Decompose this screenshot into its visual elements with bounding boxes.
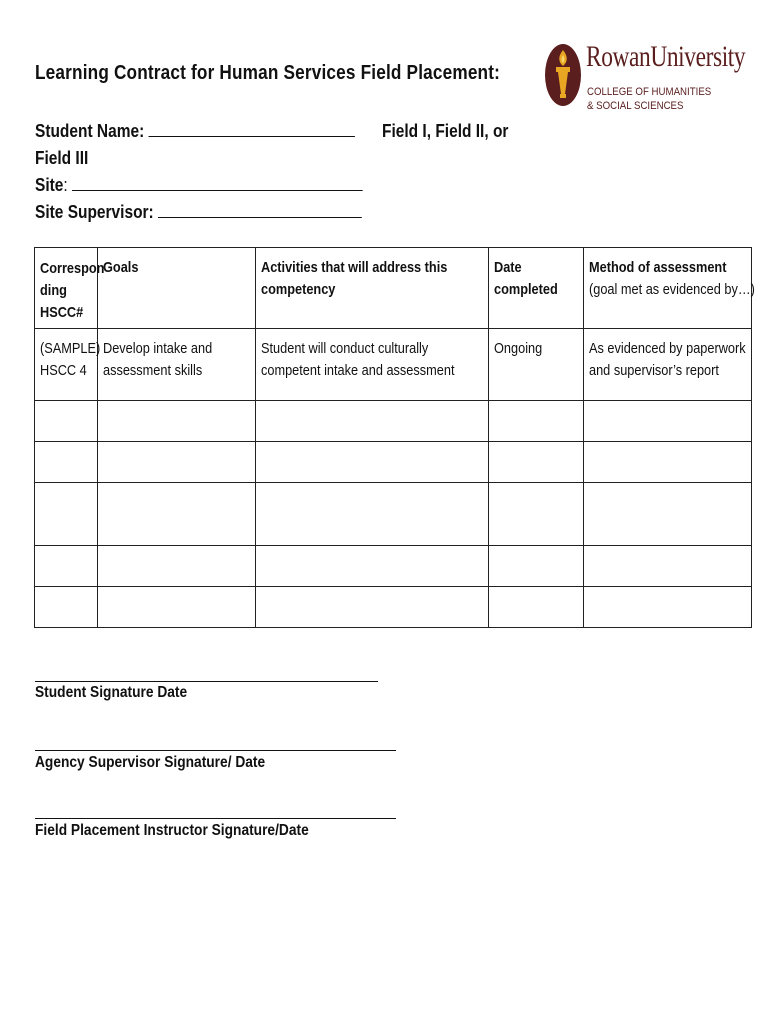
table-cell[interactable]	[256, 587, 489, 628]
sample-goals-line-1: Develop intake and	[103, 340, 213, 357]
header-activities-line-1: Activities that will address this	[261, 259, 448, 276]
sample-activities-line-1: Student will conduct culturally	[261, 340, 429, 357]
table-cell[interactable]	[584, 546, 752, 587]
college-name	[587, 85, 711, 113]
table-cell[interactable]	[256, 442, 489, 483]
table-cell[interactable]	[35, 587, 98, 628]
college-line-1: COLLEGE OF HUMANITIES	[587, 86, 712, 98]
table-cell[interactable]	[35, 401, 98, 442]
table-cell[interactable]	[256, 546, 489, 587]
student-name-label: Student Name:	[35, 121, 145, 141]
table-cell[interactable]	[98, 483, 256, 546]
table-cell[interactable]	[584, 442, 752, 483]
header-hscc-line-1: Correspon	[40, 260, 105, 277]
table-cell[interactable]	[256, 401, 489, 442]
table-cell[interactable]	[584, 483, 752, 546]
site-line	[35, 172, 363, 199]
header-date-line-1: Date	[494, 259, 522, 276]
table-cell[interactable]	[35, 483, 98, 546]
header-hscc-line-3: HSCC#	[40, 304, 84, 321]
table-row	[35, 546, 752, 587]
student-name-line	[35, 118, 363, 145]
sample-hscc-line-2: HSCC 4	[40, 362, 87, 379]
site-supervisor-line	[35, 199, 363, 226]
table-row	[35, 587, 752, 628]
header-hscc	[35, 248, 105, 329]
sample-date	[489, 329, 584, 401]
table-cell[interactable]	[584, 587, 752, 628]
header-method-line-2: (goal met as evidenced by…)	[589, 281, 755, 298]
sample-goals-line-2: assessment skills	[103, 362, 203, 379]
table-cell[interactable]	[98, 587, 256, 628]
table-cell[interactable]	[489, 442, 584, 483]
header-row	[35, 248, 752, 329]
sample-hscc-line-1: (SAMPLE)	[40, 340, 101, 357]
site-supervisor-field[interactable]	[158, 199, 362, 218]
table-cell[interactable]	[489, 546, 584, 587]
table-cell[interactable]	[98, 401, 256, 442]
site-colon: :	[63, 175, 68, 195]
document-title: Learning Contract for Human Services Field Placement:	[35, 62, 501, 84]
header-hscc-line-2: ding	[40, 282, 67, 299]
student-signature-label: Student Signature Date	[35, 684, 188, 701]
header-activities	[256, 248, 489, 329]
agency-signature-line[interactable]	[35, 750, 396, 751]
sample-date-text: Ongoing	[494, 340, 543, 357]
header-method-line-1: Method of assessment	[589, 259, 727, 276]
site-supervisor-label: Site Supervisor:	[35, 202, 154, 222]
sample-method-line-2: and supervisor’s report	[589, 362, 719, 379]
table-row	[35, 483, 752, 546]
header-activities-line-2: competency	[261, 281, 336, 298]
table-cell[interactable]	[489, 483, 584, 546]
header-goals	[98, 248, 256, 329]
sample-activities	[256, 329, 489, 401]
sample-goals	[98, 329, 256, 401]
table-row	[35, 401, 752, 442]
table-cell[interactable]	[35, 546, 98, 587]
college-line-2: & SOCIAL SCIENCES	[587, 100, 684, 112]
torch-icon	[544, 42, 582, 108]
table-row	[35, 442, 752, 483]
table-cell[interactable]	[256, 483, 489, 546]
student-info-block	[35, 118, 363, 226]
header-method	[584, 248, 755, 329]
learning-contract-table	[34, 247, 755, 628]
university-wordmark: RowanUniversity	[586, 40, 746, 73]
table-cell[interactable]	[35, 442, 98, 483]
field-options: Field I, Field II, or	[382, 121, 509, 141]
field-three-option: Field III	[35, 148, 89, 168]
site-field[interactable]	[72, 172, 363, 191]
header-date	[489, 248, 584, 329]
sample-method-line-1: As evidenced by paperwork	[589, 340, 746, 357]
table-cell[interactable]	[489, 587, 584, 628]
rowan-university-logo	[544, 40, 744, 116]
instructor-signature-line[interactable]	[35, 818, 396, 819]
table-cell[interactable]	[584, 401, 752, 442]
table-cell[interactable]	[98, 442, 256, 483]
table-cell[interactable]	[98, 546, 256, 587]
site-label: Site	[35, 175, 64, 195]
agency-signature-label: Agency Supervisor Signature/ Date	[35, 754, 266, 771]
instructor-signature-label: Field Placement Instructor Signature/Date	[35, 822, 309, 839]
student-name-field[interactable]	[149, 118, 355, 137]
sample-activities-line-2: competent intake and assessment	[261, 362, 455, 379]
header-date-line-2: completed	[494, 281, 558, 298]
table-cell[interactable]	[489, 401, 584, 442]
student-signature-line[interactable]	[35, 681, 378, 682]
sample-method	[584, 329, 752, 401]
header-goals-text: Goals	[103, 259, 139, 276]
sample-row	[35, 329, 752, 401]
sample-hscc	[35, 329, 101, 401]
